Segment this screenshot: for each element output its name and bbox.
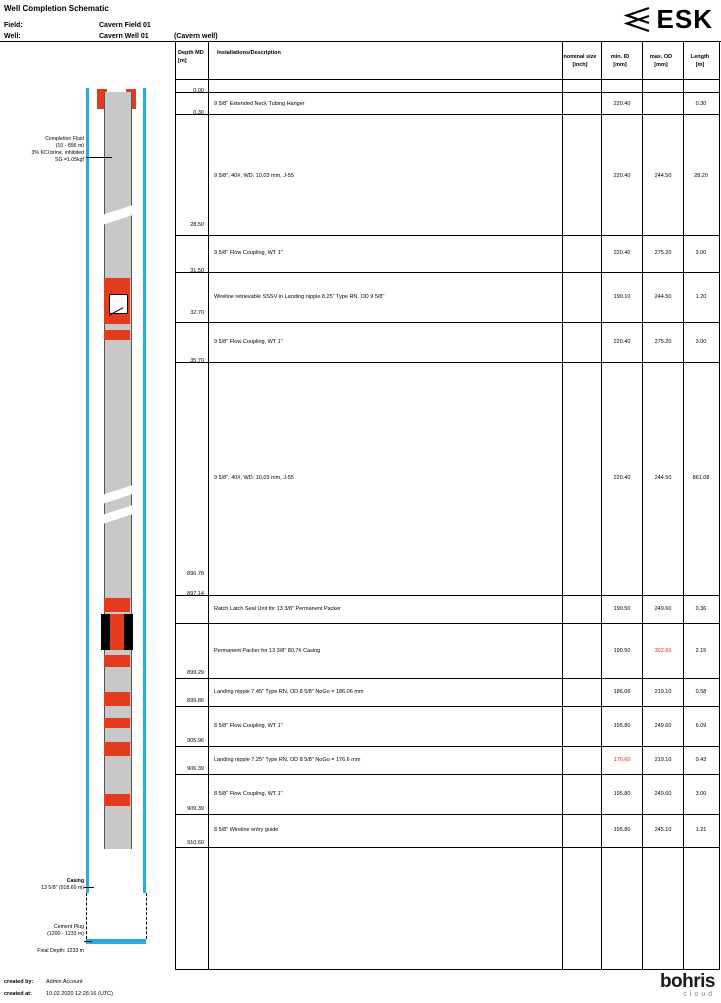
packer-body [110, 614, 124, 650]
vline-minid [601, 42, 602, 969]
row-length: 28.20 [694, 173, 708, 179]
row-length: 0.30 [695, 101, 707, 107]
landing-nipple-745 [104, 655, 130, 667]
row-sep-5 [175, 362, 720, 363]
row-description: Permanent Packer for 13 3/8" 80.7# Casing [214, 648, 321, 654]
row-sep-6 [175, 595, 720, 596]
row-description: 9 5/8", 40#, WD: 10,03 mm, J-55 [214, 475, 294, 481]
created-by-label: created by: [4, 979, 34, 985]
vline-maxod [642, 42, 643, 969]
row-max-od: 244.50 [654, 294, 672, 300]
row-description: 9 5/8" Extended Neck Tubing Hanger [214, 101, 305, 107]
cement-plug-line-1: Cement Plug [54, 924, 84, 930]
col-installations-label: Installations/Description [217, 50, 281, 56]
row-max-od: 275.20 [654, 250, 672, 256]
row-max-od: 219.10 [654, 689, 672, 695]
row-description: 9 5/8" Flow Coupling, WT 1" [214, 339, 283, 345]
row-sep-9 [175, 706, 720, 707]
row-max-od: 249.60 [654, 791, 672, 797]
row-sep-0 [175, 92, 720, 93]
completion-fluid-line-2: (10 - 896 m) [55, 143, 84, 149]
vline-depth [208, 42, 209, 969]
row-min-id: 190.50 [613, 648, 631, 654]
col-min-id-label: min. ID [610, 54, 630, 60]
depth-0: 0.00 [193, 88, 204, 94]
esk-logo-text: ESK [656, 4, 713, 34]
row-length: 0.43 [695, 757, 707, 763]
annotation-final-depth [0, 948, 84, 955]
ratch-latch-seal-unit [104, 598, 130, 612]
annotation-casing [0, 878, 84, 892]
row-description: Ratch Latch Seal Unit for 13 3/8" Permanent Packer [214, 606, 341, 612]
row-description: 8 5/8" Flow Coupling, WT 1" [214, 723, 283, 729]
casing-leader [84, 887, 94, 888]
depth-12: 909.39 [187, 806, 204, 812]
depth-7: 897.14 [187, 591, 204, 597]
row-max-od: 244.50 [654, 475, 672, 481]
completion-fluid-line-3: 3% KCl brine, inhibited [31, 150, 84, 156]
row-min-id: 195.80 [613, 791, 631, 797]
col-length-label: Length [690, 54, 710, 60]
row-min-id: 186.06 [613, 689, 631, 695]
row-length: 6.09 [695, 723, 707, 729]
field-label: Field: [4, 22, 23, 29]
annotation-cement-plug [0, 924, 84, 938]
depth-3: 31.50 [190, 268, 204, 274]
row-min-id: 176.60 [613, 757, 631, 763]
casing-left-line [86, 88, 89, 893]
page-footer [0, 970, 721, 1003]
row-min-id: 195.80 [613, 723, 631, 729]
depth-4: 32.70 [190, 310, 204, 316]
casing-line-1: Casing [66, 878, 84, 884]
completion-fluid-line-4: SG =1.05kgf [55, 157, 84, 163]
row-length: 1.20 [695, 294, 707, 300]
depth-2: 28.50 [190, 222, 204, 228]
col-depth-unit: [m] [178, 58, 187, 64]
field-value: Cavern Field 01 [99, 22, 151, 29]
depth-11: 906.39 [187, 766, 204, 772]
row-sep-13 [175, 847, 720, 848]
col-min-id-unit: [mm] [613, 62, 627, 68]
casing-right-line [143, 88, 146, 893]
col-depth-label: Depth MD [178, 50, 204, 56]
row-length: 3.00 [695, 339, 707, 345]
row-min-id: 195.80 [613, 827, 631, 833]
row-length: 2.15 [695, 648, 707, 654]
row-max-od: 275.20 [654, 339, 672, 345]
row-description: Wireline retrievable SSSV in Landing nipple 8.25" Type RN, OD 9 5/8" [214, 294, 385, 300]
bohris-logo [660, 972, 715, 999]
row-description: Landing nipple 7.45" Type RN, OD 8 5/8" NoGo = 186.06 mm [214, 689, 364, 695]
row-description: Landing nipple 7.25" Type RN, OD 8 5/8" NoGo = 176.6 mm [214, 757, 361, 763]
depth-5: 35.70 [190, 358, 204, 364]
row-max-od: 219.10 [654, 757, 672, 763]
row-min-id: 190.50 [613, 606, 631, 612]
cement-plug-guide-left [86, 893, 87, 939]
depth-1: 0.30 [193, 110, 204, 116]
row-sep-8 [175, 678, 720, 679]
row-max-od: 245.10 [654, 827, 672, 833]
col-nominal-size-unit: [inch] [572, 62, 588, 68]
row-length: 0.58 [695, 689, 707, 695]
row-description: 8 5/8" Wireline entry guide [214, 827, 279, 833]
row-min-id: 220.40 [613, 101, 631, 107]
flow-coupling-upper [104, 278, 130, 288]
wireline-entry-guide [104, 794, 130, 806]
flow-coupling-85-upper [104, 692, 130, 706]
annotation-completion-fluid [0, 136, 84, 164]
row-sep-3 [175, 272, 720, 273]
row-min-id: 220.40 [613, 250, 631, 256]
row-sep-12 [175, 814, 720, 815]
row-sep-11 [175, 774, 720, 775]
vline-nominal [562, 42, 563, 969]
row-min-id: 220.40 [613, 339, 631, 345]
row-max-od: 244.50 [654, 173, 672, 179]
well-label: Well: [4, 33, 21, 40]
sssv-flapper [109, 294, 128, 314]
cement-plug-leader [84, 941, 92, 942]
well-type-value: (Cavern well) [174, 33, 218, 40]
created-at-label: created at: [4, 991, 32, 997]
flow-coupling-lower [104, 330, 130, 340]
final-depth-line: Final Depth: 1233 m [37, 948, 84, 954]
completion-fluid-leader [86, 157, 112, 158]
completion-fluid-line-1: Completion Fluid [45, 136, 84, 142]
depth-9: 899.86 [187, 698, 204, 704]
row-sep-7 [175, 623, 720, 624]
depth-13: 910.60 [187, 840, 204, 846]
row-min-id: 190.10 [613, 294, 631, 300]
wellbore-diagram [0, 42, 175, 969]
row-sep-4 [175, 322, 720, 323]
row-max-od: 302.60 [654, 648, 672, 654]
row-max-od: 249.60 [654, 723, 672, 729]
row-length: 1.21 [695, 827, 707, 833]
row-description: 9 5/8" Flow Coupling, WT 1" [214, 250, 283, 256]
created-at-value: 10.02.2020 12:26:16 (UTC) [46, 991, 113, 997]
row-min-id: 220.40 [613, 475, 631, 481]
row-min-id: 220.40 [613, 173, 631, 179]
row-sep-2 [175, 235, 720, 236]
cement-plug-line-2: (1200 - 1233 m) [47, 931, 84, 937]
landing-nipple-725 [104, 718, 130, 728]
casing-line-2: 13 5/8" (918.60 m) [41, 885, 84, 891]
col-max-od-unit: [mm] [654, 62, 668, 68]
packer-slips-right [124, 614, 133, 650]
row-length: 3.00 [695, 250, 707, 256]
packer-slips-left [101, 614, 110, 650]
bohris-logo-text: bohris [659, 971, 715, 992]
col-nominal-size-label: nominal size [563, 54, 597, 60]
row-length: 0.36 [695, 606, 707, 612]
esk-logo [623, 6, 713, 32]
flow-coupling-85-lower [104, 742, 130, 756]
cement-plug-bar [86, 939, 146, 944]
cement-plug-guide-right [146, 893, 147, 939]
well-value: Cavern Well 01 [99, 33, 149, 40]
depth-8: 899.29 [187, 670, 204, 676]
row-sep-10 [175, 746, 720, 747]
row-length: 861.08 [692, 475, 710, 481]
depth-10: 905.96 [187, 738, 204, 744]
table-column-header [175, 42, 720, 80]
page-title: Well Completion Schematic [4, 4, 109, 13]
bohris-logo-sub: cloud [683, 991, 715, 998]
esk-logo-mark [623, 6, 651, 32]
page-header [0, 0, 721, 42]
row-description: 9 5/8", 40#, WD: 10,03 mm, J-55 [214, 173, 294, 179]
row-description: 8 5/8" Flow Coupling, WT 1" [214, 791, 283, 797]
row-sep-1 [175, 114, 720, 115]
col-length-unit: [m] [695, 62, 705, 68]
created-by-value: Admin Account [46, 979, 83, 985]
row-length: 3.00 [695, 791, 707, 797]
col-max-od-label: max. OD [649, 54, 673, 60]
depth-6: 896.78 [187, 571, 204, 577]
row-max-od: 249.60 [654, 606, 672, 612]
